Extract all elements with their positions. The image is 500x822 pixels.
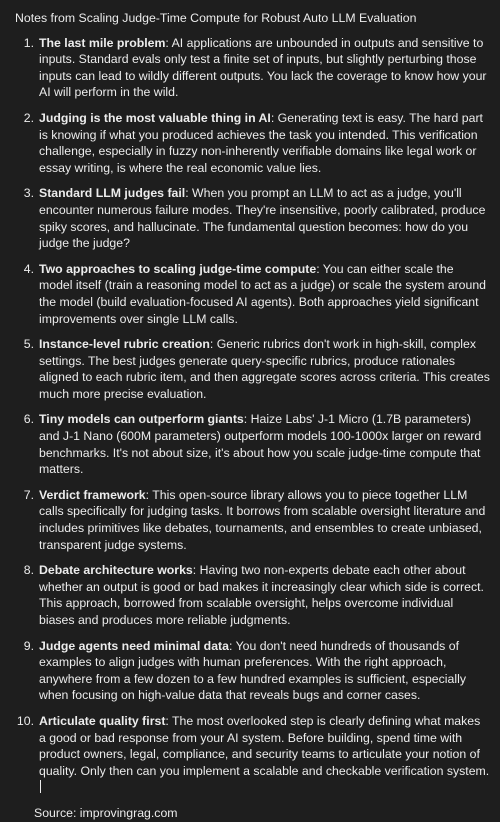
item-number: 7.	[23, 487, 34, 502]
list-item	[15, 35, 490, 101]
text-cursor	[40, 780, 41, 793]
item-body	[34, 713, 490, 796]
item-heading: Instance-level rubric creation	[39, 337, 210, 352]
item-text: : The most overlooked step is clearly defining what makes a good or bad response from your AI system. Before building, spend time with product owners, legal, compliance, and security teams to articulate your notion of quality. Only then can you implement a scalable and checkable verification system.	[39, 713, 490, 778]
item-text: : AI applications are unbounded in outputs and sensitive to inputs. Standard evals only test a finite set of inputs, but slightly perturbing those inputs can lead to wildly different outputs. You lack the coverage to know how your AI will perform in the wild.	[39, 35, 487, 100]
item-text: : Generic rubrics don't work in high-skill, complex settings. The best judges generate query-specific rubrics, produce rationales aligned to each rubric item, and then aggregate scores across criteria. This creates much more precise evaluation.	[39, 337, 490, 401]
item-body	[34, 336, 490, 402]
item-text: : This open-source library allows you to piece together LLM calls specifically for judging tasks. It borrows from scalable oversight literature and includes primitives like debates, tournaments, and ensembles to create unbiased, transparent judge systems.	[39, 487, 486, 552]
item-heading: Articulate quality first	[39, 713, 166, 728]
item-text: : You don't need hundreds of thousands of examples to align judges with human preferences. With the right approach, anywhere from a few dozen to a few hundred examples is sufficient, especially when focusing on high-value data that reveals bugs and corner cases.	[39, 638, 466, 703]
item-body	[34, 411, 490, 477]
item-text: : Generating text is easy. The hard part is knowing if what you produced achieves the task you intended. This verification challenge, especially in fuzzy non-inherently verifiable domains like legal work or essay writing, is where the real economic value lies.	[39, 110, 483, 175]
list-item	[15, 261, 490, 327]
list-item	[15, 110, 490, 176]
document-title: Notes from Scaling Judge-Time Compute for Robust Auto LLM Evaluation	[15, 11, 417, 25]
item-number: 5.	[23, 337, 34, 352]
item-number: 4.	[23, 261, 34, 276]
list-item	[15, 185, 490, 251]
list-item	[15, 562, 490, 628]
item-text: : You can either scale the model itself (train a reasoning model to act as a judge) or scale the system around the model (build evaluation-focused AI agents). Both approaches yield significant improvements over single LLM calls.	[39, 261, 487, 326]
item-heading: Standard LLM judges fail	[39, 186, 186, 201]
item-heading: Two approaches to scaling judge-time compute	[39, 261, 317, 276]
item-number: 6.	[23, 412, 34, 427]
list-item	[15, 638, 490, 704]
item-number: 10.	[16, 713, 34, 728]
item-heading: Verdict framework	[39, 487, 146, 502]
item-heading: Judging is the most valuable thing in AI	[39, 110, 271, 125]
notes-list	[15, 35, 490, 796]
item-heading: Debate architecture works	[39, 563, 193, 578]
item-body	[34, 562, 490, 628]
item-text: : When you prompt an LLM to act as a judge, you'll encounter numerous failure modes. They're insensitive, poorly calibrated, produce spiky scores, and hallucinate. The fundamental question becomes: how do you judge the judge?	[39, 186, 486, 251]
item-body	[34, 35, 490, 101]
item-body	[34, 110, 490, 176]
item-number: 8.	[23, 563, 34, 578]
item-number: 3.	[23, 186, 34, 201]
item-number: 1.	[23, 35, 34, 50]
list-item	[15, 713, 490, 796]
item-heading: Judge agents need minimal data	[39, 638, 229, 653]
item-number: 2.	[23, 110, 34, 125]
list-item	[15, 336, 490, 402]
item-heading: Tiny models can outperform giants	[39, 412, 244, 427]
item-text: : Having two non-experts debate each other about whether an output is good or bad makes it increasingly clear which side is correct. This approach, borrowed from scalable oversight, helps overcome individual biases and produces more reliable judgments.	[39, 563, 484, 627]
list-item	[15, 411, 490, 477]
item-heading: The last mile problem	[39, 35, 166, 50]
item-body	[34, 638, 490, 704]
item-number: 9.	[23, 638, 34, 653]
item-body	[34, 185, 490, 251]
item-body	[34, 261, 490, 327]
item-text: : Haize Labs' J-1 Micro (1.7B parameters) and J-1 Nano (600M parameters) outperform models 100-1000x larger on reward benchmarks. It's not about size, it's about how you scale judge-time compute that matters.	[39, 412, 482, 477]
source-line: Source: improvingrag.com	[34, 805, 178, 820]
item-body	[34, 487, 490, 553]
list-item	[15, 487, 490, 553]
